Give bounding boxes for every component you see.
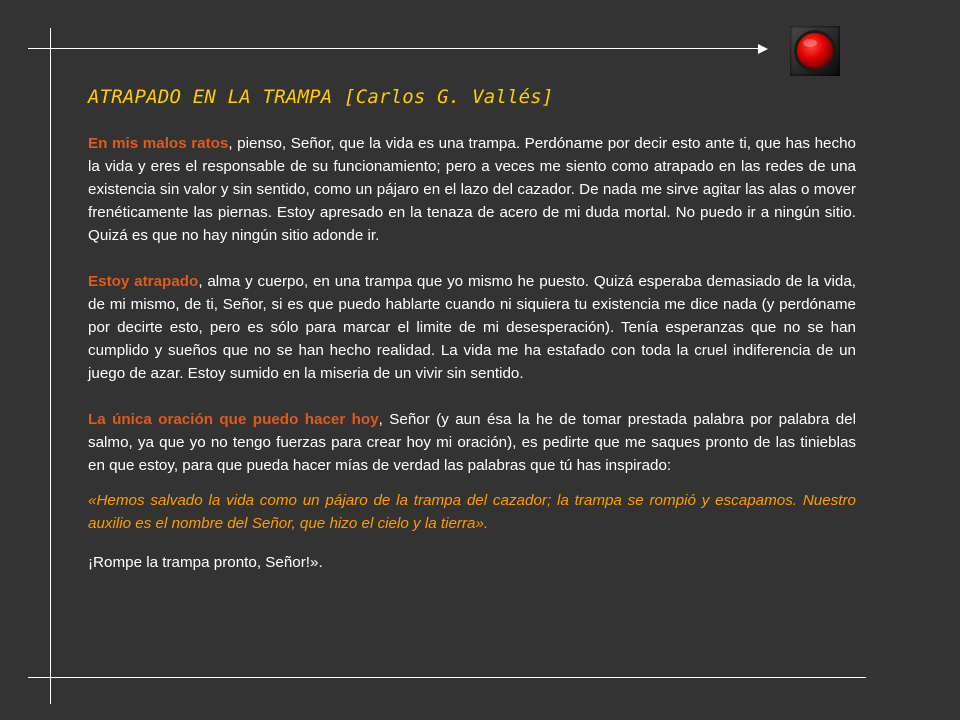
bottom-rule bbox=[28, 677, 866, 678]
paragraph-3-highlight: La única oración que puedo hacer hoy bbox=[88, 411, 379, 428]
record-button-icon bbox=[790, 26, 840, 76]
paragraph-3 bbox=[88, 408, 856, 477]
paragraph-2-text: , alma y cuerpo, en una trampa que yo mismo he puesto. Quizá esperaba demasiado de la vida, de mi mismo, de ti, Señor, si es que puedo hablarte cuando ni siquiera tu existencia me dice nada (y perdóname por decirte esto, pero es sólo para marcar el limite de mi desesperación). Tenía esperanzas que no se han cumplido y sueños que no se han hecho realidad. La vida me ha estafado con toda la cruel indiferencia de un juego de azar. Estoy sumido en la miseria de un vivir sin sentido. bbox=[88, 273, 857, 382]
record-button[interactable] bbox=[790, 26, 840, 76]
paragraph-1 bbox=[88, 132, 856, 247]
page-title: ATRAPADO EN LA TRAMPA [Carlos G. Vallés] bbox=[88, 86, 554, 108]
psalm-quote: «Hemos salvado la vida como un pájaro de la trampa del cazador; la trampa se rompió y escapamos. Nuestro auxilio es el nombre del Señor, que hizo el cielo y la tierra». bbox=[88, 492, 856, 532]
paragraph-1-text: , pienso, Señor, que la vida es una trampa. Perdóname por decir esto ante ti, que has hecho la vida y eres el responsable de su funcionamiento; pero a veces me siento como atrapado en las redes de una existencia sin valor y sin sentido, como un pájaro en el lazo del cazador. De nada me sirve agitar las alas o mover frenéticamente las piernas. Estoy apresado en la tenaza de acero de mi duda mortal. No puedo ir a ningún sitio. Quizá es que no hay ningún sitio adonde ir. bbox=[88, 135, 856, 244]
paragraph-2 bbox=[88, 270, 856, 385]
arrowhead-icon bbox=[758, 44, 768, 54]
paragraph-3-text: , Señor (y aun ésa la he de tomar prestada palabra por palabra del salmo, ya que yo no tengo fuerzas para crear hoy mi oración), es pedirte que me saques pronto de las tinieblas en que estoy, para que pueda hacer mías de verdad las palabras que tú has inspirado: bbox=[88, 411, 856, 474]
paragraph-1-highlight: En mis malos ratos bbox=[88, 135, 229, 152]
content-area bbox=[88, 86, 856, 574]
paragraph-2-highlight: Estoy atrapado bbox=[88, 273, 199, 290]
top-rule bbox=[28, 48, 758, 49]
closing-line: ¡Rompe la trampa pronto, Señor!». bbox=[88, 554, 323, 571]
left-rule bbox=[50, 28, 51, 704]
